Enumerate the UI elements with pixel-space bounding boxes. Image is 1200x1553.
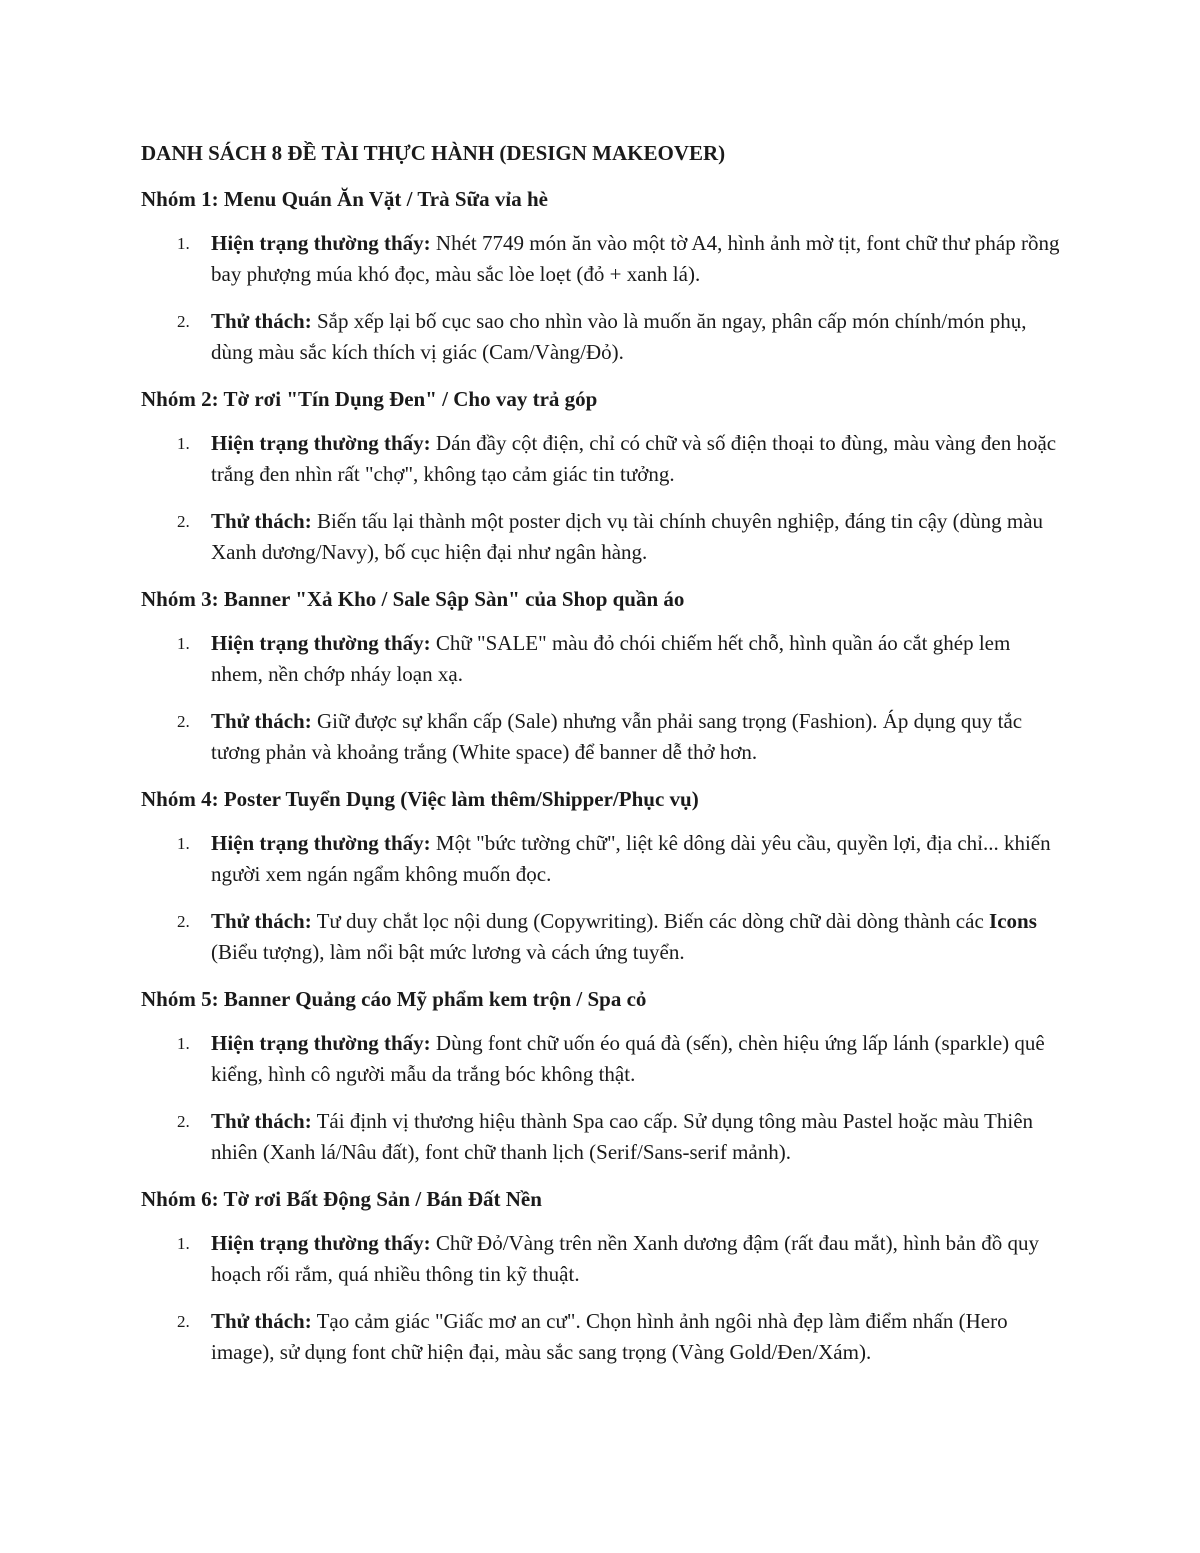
list-item xyxy=(141,228,1061,290)
item-label: Hiện trạng thường thấy: xyxy=(211,1031,431,1055)
group-title: Nhóm 5: Banner Quảng cáo Mỹ phẩm kem trộn / Spa cỏ xyxy=(141,987,647,1011)
list-item xyxy=(141,1228,1061,1290)
item-text: Giữ được sự khẩn cấp (Sale) nhưng vẫn phải sang trọng (Fashion). Áp dụng quy tắc tương phản và khoảng trắng (White space) để banner dễ thở hơn. xyxy=(211,709,1023,764)
list-item xyxy=(141,1106,1061,1168)
item-number: 1. xyxy=(177,834,190,853)
item-text: Chữ "SALE" màu đỏ chói chiếm hết chỗ, hình quần áo cắt ghép lem nhem, nền chớp nháy loạn xạ. xyxy=(211,631,1011,686)
group-title: Nhóm 1: Menu Quán Ăn Vặt / Trà Sữa vỉa hè xyxy=(141,187,548,211)
item-number: 1. xyxy=(177,434,190,453)
group-4 xyxy=(141,784,1061,968)
item-label: Thử thách: xyxy=(211,709,312,733)
item-list xyxy=(141,628,1061,768)
item-label: Thử thách: xyxy=(211,909,312,933)
item-number: 1. xyxy=(177,1234,190,1253)
list-item xyxy=(141,1028,1061,1090)
item-number: 2. xyxy=(177,712,190,731)
item-number: 2. xyxy=(177,1112,190,1131)
item-list xyxy=(141,1228,1061,1368)
group-title: Nhóm 4: Poster Tuyển Dụng (Việc làm thêm/Shipper/Phục vụ) xyxy=(141,787,699,811)
item-text: Dán đầy cột điện, chỉ có chữ và số điện thoại to đùng, màu vàng đen hoặc trắng đen nhìn rất "chợ", không tạo cảm giác tin tưởng. xyxy=(211,431,1057,486)
item-label: Hiện trạng thường thấy: xyxy=(211,231,431,255)
item-text: Nhét 7749 món ăn vào một tờ A4, hình ảnh mờ tịt, font chữ thư pháp rồng bay phượng múa khó đọc, màu sắc lòe loẹt (đỏ + xanh lá). xyxy=(211,231,1060,286)
item-label: Thử thách: xyxy=(211,1109,312,1133)
item-number: 1. xyxy=(177,1034,190,1053)
item-text: Một "bức tường chữ", liệt kê dông dài yêu cầu, quyền lợi, địa chỉ... khiến người xem ngán ngẩm không muốn đọc. xyxy=(211,831,1051,886)
item-list xyxy=(141,1028,1061,1168)
group-title: Nhóm 3: Banner "Xả Kho / Sale Sập Sàn" của Shop quần áo xyxy=(141,587,685,611)
item-number: 1. xyxy=(177,634,190,653)
item-list xyxy=(141,428,1061,568)
group-1 xyxy=(141,184,1061,368)
item-text: Sắp xếp lại bố cục sao cho nhìn vào là muốn ăn ngay, phân cấp món chính/món phụ, dùng màu sắc kích thích vị giác (Cam/Vàng/Đỏ). xyxy=(211,309,1027,364)
item-label: Thử thách: xyxy=(211,309,312,333)
group-2 xyxy=(141,384,1061,568)
item-text: Tạo cảm giác "Giấc mơ an cư". Chọn hình ảnh ngôi nhà đẹp làm điểm nhấn (Hero image), sử dụng font chữ hiện đại, màu sắc sang trọng (Vàng Gold/Đen/Xám). xyxy=(211,1309,1008,1364)
item-text: Tái định vị thương hiệu thành Spa cao cấp. Sử dụng tông màu Pastel hoặc màu Thiên nhiên (Xanh lá/Nâu đất), font chữ thanh lịch (Serif/Sans-serif mảnh). xyxy=(211,1109,1034,1164)
list-item xyxy=(141,428,1061,490)
item-number: 1. xyxy=(177,234,190,253)
item-text: Tư duy chắt lọc nội dung (Copywriting). Biến các dòng chữ dài dòng thành các xyxy=(311,909,990,933)
list-item xyxy=(141,628,1061,690)
item-text: Chữ Đỏ/Vàng trên nền Xanh dương đậm (rất đau mắt), hình bản đồ quy hoạch rối rắm, quá nhiều thông tin kỹ thuật. xyxy=(211,1231,1039,1286)
group-title: Nhóm 2: Tờ rơi "Tín Dụng Đen" / Cho vay trả góp xyxy=(141,387,598,411)
group-5 xyxy=(141,984,1061,1168)
item-label: Hiện trạng thường thấy: xyxy=(211,831,431,855)
document-page xyxy=(141,138,1061,1384)
list-item xyxy=(141,506,1061,568)
list-item xyxy=(141,1306,1061,1368)
item-text: Biến tấu lại thành một poster dịch vụ tài chính chuyên nghiệp, đáng tin cậy (dùng màu Xanh dương/Navy), bố cục hiện đại như ngân hàng. xyxy=(211,509,1044,564)
list-item xyxy=(141,706,1061,768)
list-item xyxy=(141,828,1061,890)
item-number: 2. xyxy=(177,1312,190,1331)
list-item xyxy=(141,306,1061,368)
item-list xyxy=(141,228,1061,368)
item-label: Hiện trạng thường thấy: xyxy=(211,431,431,455)
item-label: Hiện trạng thường thấy: xyxy=(211,631,431,655)
group-6 xyxy=(141,1184,1061,1368)
list-item xyxy=(141,906,1061,968)
document-title: DANH SÁCH 8 ĐỀ TÀI THỰC HÀNH (DESIGN MAKEOVER) xyxy=(141,141,726,165)
item-bold-text: Icons xyxy=(989,909,1037,933)
item-list xyxy=(141,828,1061,968)
group-3 xyxy=(141,584,1061,768)
item-label: Hiện trạng thường thấy: xyxy=(211,1231,431,1255)
item-number: 2. xyxy=(177,512,190,531)
item-number: 2. xyxy=(177,312,190,331)
item-text-after: (Biểu tượng), làm nổi bật mức lương và cách ứng tuyển. xyxy=(211,940,685,964)
group-title: Nhóm 6: Tờ rơi Bất Động Sản / Bán Đất Nền xyxy=(141,1187,542,1211)
item-label: Thử thách: xyxy=(211,509,312,533)
item-label: Thử thách: xyxy=(211,1309,312,1333)
item-number: 2. xyxy=(177,912,190,931)
item-text: Dùng font chữ uốn éo quá đà (sến), chèn hiệu ứng lấp lánh (sparkle) quê kiểng, hình cô người mẫu da trắng bóc không thật. xyxy=(211,1031,1045,1086)
